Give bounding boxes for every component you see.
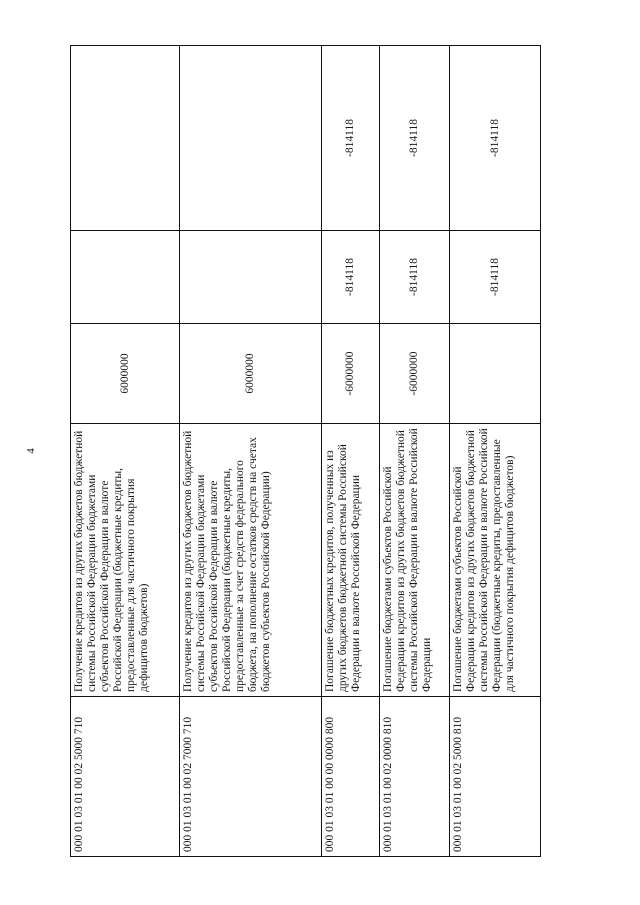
amount-cell-2: -814118	[322, 231, 380, 324]
description-cell: Погашение бюджетных кредитов, полученных из других бюджетов бюджетной системы Российской Федерации в валюте Российской Федерации	[322, 424, 380, 697]
budget-table-sheet	[70, 46, 540, 857]
table-row	[450, 46, 541, 857]
amount-cell-3: -814118	[322, 46, 380, 231]
rotated-page-area	[70, 46, 540, 857]
amount-cell-3: -814118	[450, 46, 541, 231]
page-number: 4	[24, 448, 37, 454]
budget-code-cell: 000 01 03 01 00 02 5000 810	[450, 697, 541, 857]
description-cell: Получение кредитов из других бюджетов бюджетной системы Российской Федерации бюджетами субъектов Российской Федерации в валюте Российской Федерации (бюджетные кредиты, предоставленные для частичного покрытия дефицитов бюджетов)	[71, 424, 180, 697]
description-cell: Погашение бюджетами субъектов Российской Федерации кредитов из других бюджетов бюджетной системы Российской Федерации в валюте Российской Федерации	[380, 424, 450, 697]
table-row	[71, 46, 180, 857]
amount-cell-1: -6000000	[380, 324, 450, 424]
budget-code-cell: 000 01 03 01 00 02 0000 810	[380, 697, 450, 857]
amount-cell-1: 6000000	[71, 324, 180, 424]
budget-code-cell: 000 01 03 01 00 02 7000 710	[180, 697, 322, 857]
budget-code-cell: 000 01 03 01 00 02 5000 710	[71, 697, 180, 857]
amount-cell-1: 6000000	[180, 324, 322, 424]
budget-sources-table	[70, 45, 541, 857]
table-row	[380, 46, 450, 857]
amount-cell-1: -6000000	[322, 324, 380, 424]
amount-cell-3	[180, 46, 322, 231]
amount-cell-3	[71, 46, 180, 231]
description-cell: Погашение бюджетами субъектов Российской Федерации кредитов из других бюджетов бюджетной системы Российской Федерации в валюте Российской Федерации (бюджетные кредиты, предоставленные для частичного покрытия дефицитов бюджетов)	[450, 424, 541, 697]
table-row	[180, 46, 322, 857]
description-cell: Получение кредитов из других бюджетов бюджетной системы Российской Федерации бюджетами субъектов Российской Федерации в валюте Российской Федерации (бюджетные кредиты, предоставленные за счет средств федерального бюджета, на пополнение остатков средств на счетах бюджетов субъектов Российской Федерации)	[180, 424, 322, 697]
amount-cell-2: -814118	[450, 231, 541, 324]
table-row	[322, 46, 380, 857]
budget-code-cell: 000 01 03 01 00 00 0000 800	[322, 697, 380, 857]
amount-cell-1	[450, 324, 541, 424]
amount-cell-2	[180, 231, 322, 324]
amount-cell-2: -814118	[380, 231, 450, 324]
amount-cell-3: -814118	[380, 46, 450, 231]
amount-cell-2	[71, 231, 180, 324]
